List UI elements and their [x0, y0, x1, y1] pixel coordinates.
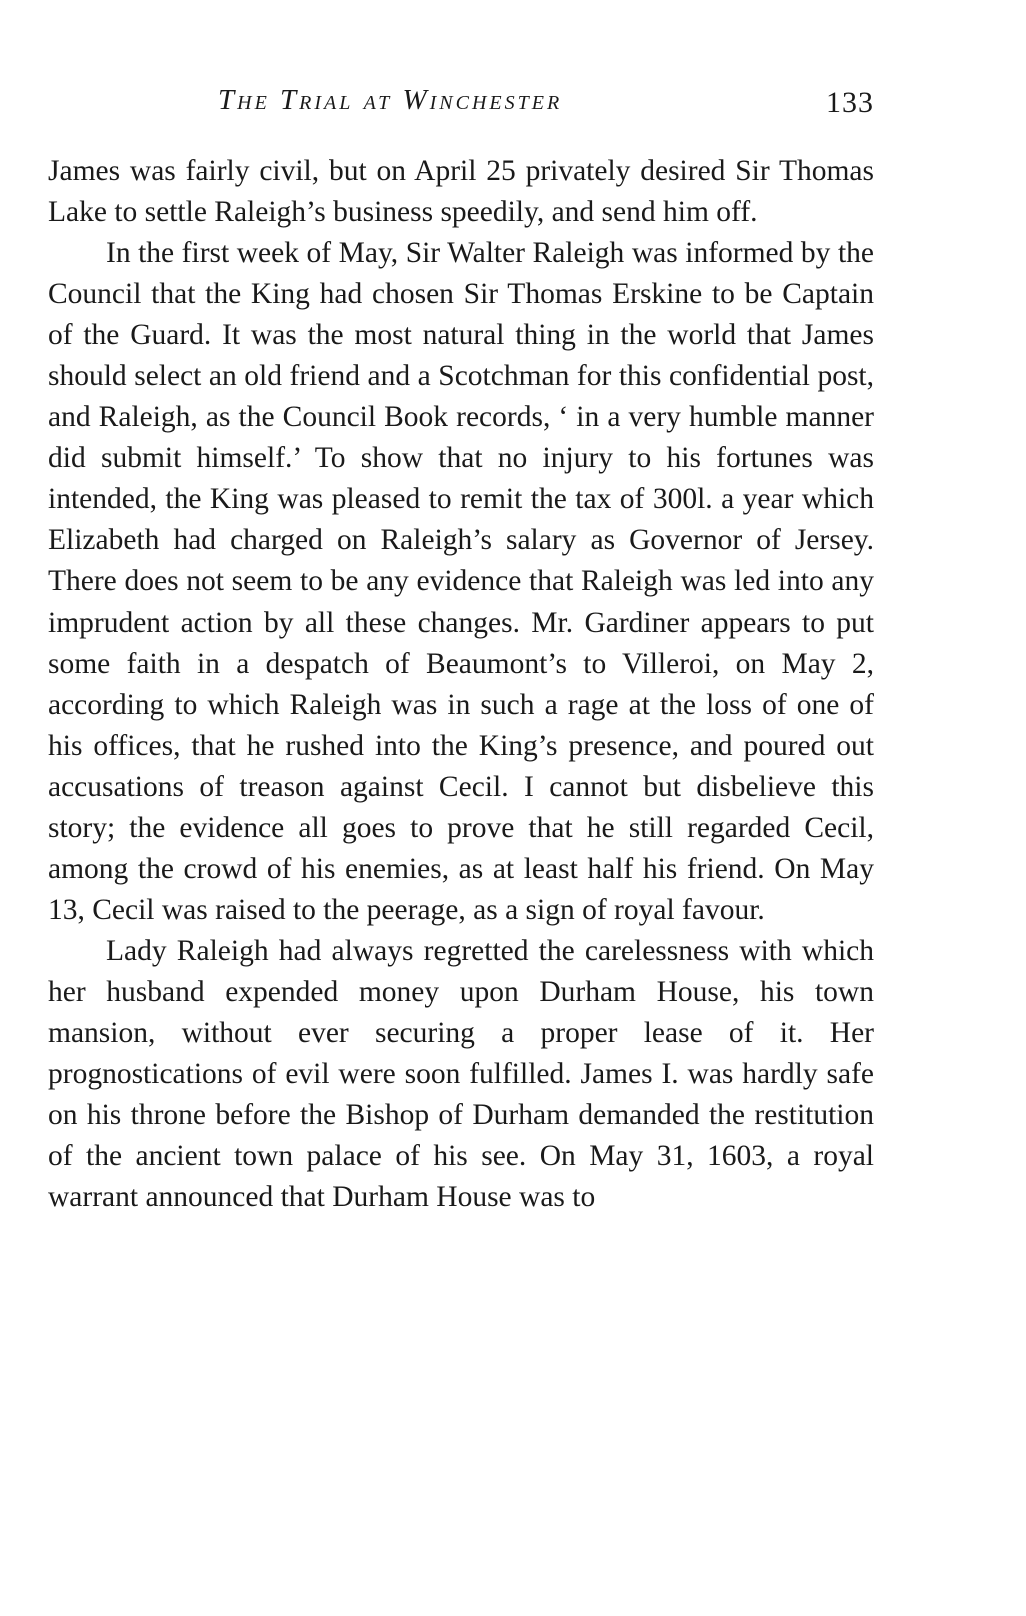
- paragraph-2: In the first week of May, Sir Walter Raleigh was informed by the Council that the King had chosen Sir Thomas Erskine to be Captain of the Guard. It was the most natural thing in the world that James should select an old friend and a Scotchman for this confidential post, and Raleigh, as the Council Book records, ‘ in a very humble manner did submit himself.’ To show that no injury to his fortunes was intended, the King was pleased to remit the tax of 300l. a year which Elizabeth had charged on Raleigh’s salary as Governor of Jersey. There does not seem to be any evidence that Raleigh was led into any imprudent action by all these changes. Mr. Gardiner appears to put some faith in a despatch of Beaumont’s to Villeroi, on May 2, according to which Raleigh was in such a rage at the loss of one of his offices, that he rushed into the King’s presence, and poured out accusations of treason against Cecil. I cannot but disbelieve this story; the evidence all goes to prove that he still regarded Cecil, among the crowd of his enemies, as at least half his friend. On May 13, Cecil was raised to the peerage, as a sign of royal favour.: [48, 237, 874, 926]
- body-text: [48, 151, 874, 1218]
- paragraph-3: Lady Raleigh had always regretted the carelessness with which her husband expended money upon Durham House, his town mansion, without ever securing a proper lease of it. Her prognostications of evil were soon fulfilled. James I. was hardly safe on his throne before the Bishop of Durham demanded the restitution of the ancient town palace of his see. On May 31, 1603, a royal warrant announced that Durham House was to: [48, 934, 874, 1214]
- paragraph-1: James was fairly civil, but on April 25 privately desired Sir Thomas Lake to settle Raleigh’s business speedily, and send him off.: [48, 155, 874, 229]
- running-head: [48, 84, 874, 124]
- running-head-title: The Trial at Winchester: [218, 84, 563, 116]
- page-number: 133: [826, 86, 874, 119]
